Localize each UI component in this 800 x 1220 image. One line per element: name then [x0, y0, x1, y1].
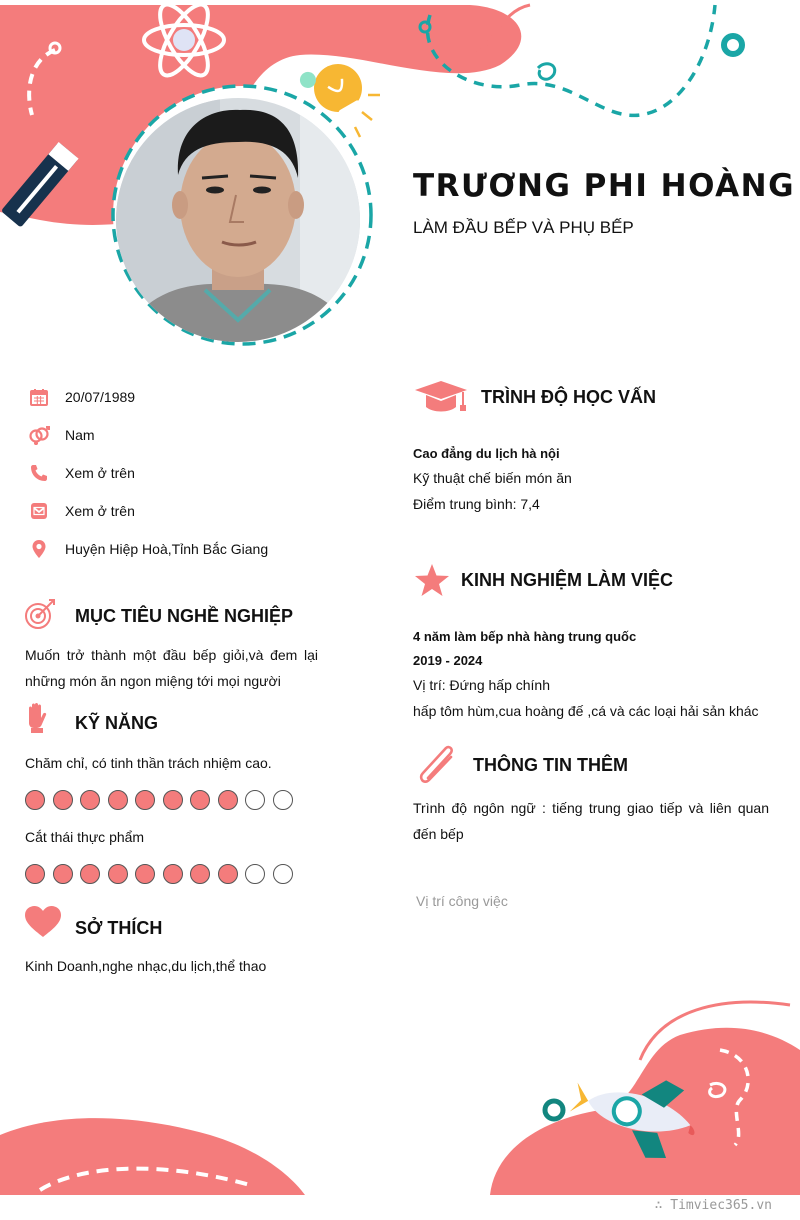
contact-email — [28, 499, 135, 523]
rating-dot — [273, 790, 293, 810]
skill-label-1: Chăm chỉ, có tinh thần trách nhiệm cao. — [25, 755, 272, 771]
rating-dot — [108, 864, 128, 884]
job-title: LÀM ĐẦU BẾP VÀ PHỤ BẾP — [413, 218, 634, 237]
objective-title: MỤC TIÊU NGHỀ NGHIỆP — [75, 606, 294, 626]
education-title: TRÌNH ĐỘ HỌC VẤN — [481, 387, 656, 407]
hand-icon — [24, 702, 50, 734]
skill-rating-1 — [25, 790, 293, 810]
rating-dot — [80, 864, 100, 884]
rating-dot — [135, 864, 155, 884]
rating-dot — [163, 864, 183, 884]
experience-company: 4 năm làm bếp nhà hàng trung quốc — [413, 629, 637, 644]
birthday-text: 20/07/1989 — [65, 389, 136, 405]
education-major: Kỹ thuật chế biến món ăn — [413, 470, 572, 486]
paperclip-icon — [416, 744, 460, 786]
star-icon — [414, 563, 450, 597]
hobbies-title: SỞ THÍCH — [75, 918, 163, 938]
watermark: ∴ Timviec365.vn — [654, 1198, 772, 1213]
experience-period: 2019 - 2024 — [413, 653, 483, 668]
contact-gender — [28, 423, 95, 447]
rating-dot — [53, 790, 73, 810]
additional-text: Trình độ ngôn ngữ : tiếng trung giao tiếp và liên quan đến bếp — [413, 800, 769, 842]
education-school: Cao đẳng du lịch hà nội — [413, 446, 560, 461]
skill-rating-2 — [25, 864, 293, 884]
contact-address — [28, 537, 268, 561]
additional-title: THÔNG TIN THÊM — [473, 755, 628, 775]
skill-label-2: Cắt thái thực phẩm — [25, 829, 145, 845]
rating-dot — [245, 790, 265, 810]
experience-role: Vị trí: Đứng hấp chính — [413, 677, 550, 693]
gender-text: Nam — [65, 427, 95, 443]
target-icon — [23, 597, 57, 631]
rating-dot — [80, 790, 100, 810]
rating-dot — [25, 790, 45, 810]
location-pin-icon — [28, 538, 50, 560]
rating-dot — [218, 790, 238, 810]
email-icon — [28, 500, 50, 522]
rating-dot — [273, 864, 293, 884]
rating-dot — [25, 864, 45, 884]
contact-birthday — [28, 385, 135, 409]
calendar-icon — [28, 386, 50, 408]
rating-dot — [190, 864, 210, 884]
phone-text: Xem ở trên — [65, 465, 135, 481]
gender-icon — [28, 424, 50, 446]
education-gpa: Điểm trung bình: 7,4 — [413, 496, 540, 512]
email-text: Xem ở trên — [65, 503, 135, 519]
rating-dot — [245, 864, 265, 884]
objective-text: Muốn trở thành một đầu bếp giỏi,và đem lại những món ăn ngon miệng tới mọi người — [25, 647, 318, 689]
phone-icon — [28, 462, 50, 484]
experience-description: hấp tôm hùm,cua hoàng đế ,cá và các loại hải sản khác — [413, 703, 759, 719]
rating-dot — [135, 790, 155, 810]
job-position-placeholder[interactable]: Vị trí công việc — [416, 893, 508, 909]
heart-icon — [25, 906, 61, 938]
skills-title: KỸ NĂNG — [75, 713, 159, 733]
contact-phone — [28, 461, 135, 485]
hobbies-text: Kinh Doanh,nghe nhạc,du lịch,thể thao — [25, 958, 267, 974]
rating-dot — [163, 790, 183, 810]
rating-dot — [218, 864, 238, 884]
rating-dot — [190, 790, 210, 810]
experience-title: KINH NGHIỆM LÀM VIỆC — [461, 570, 674, 590]
candidate-name: TRƯƠNG PHI HOÀNG — [413, 168, 796, 204]
address-text: Huyện Hiệp Hoà,Tỉnh Bắc Giang — [65, 541, 269, 557]
graduation-cap-icon — [413, 380, 469, 414]
rating-dot — [53, 864, 73, 884]
rating-dot — [108, 790, 128, 810]
